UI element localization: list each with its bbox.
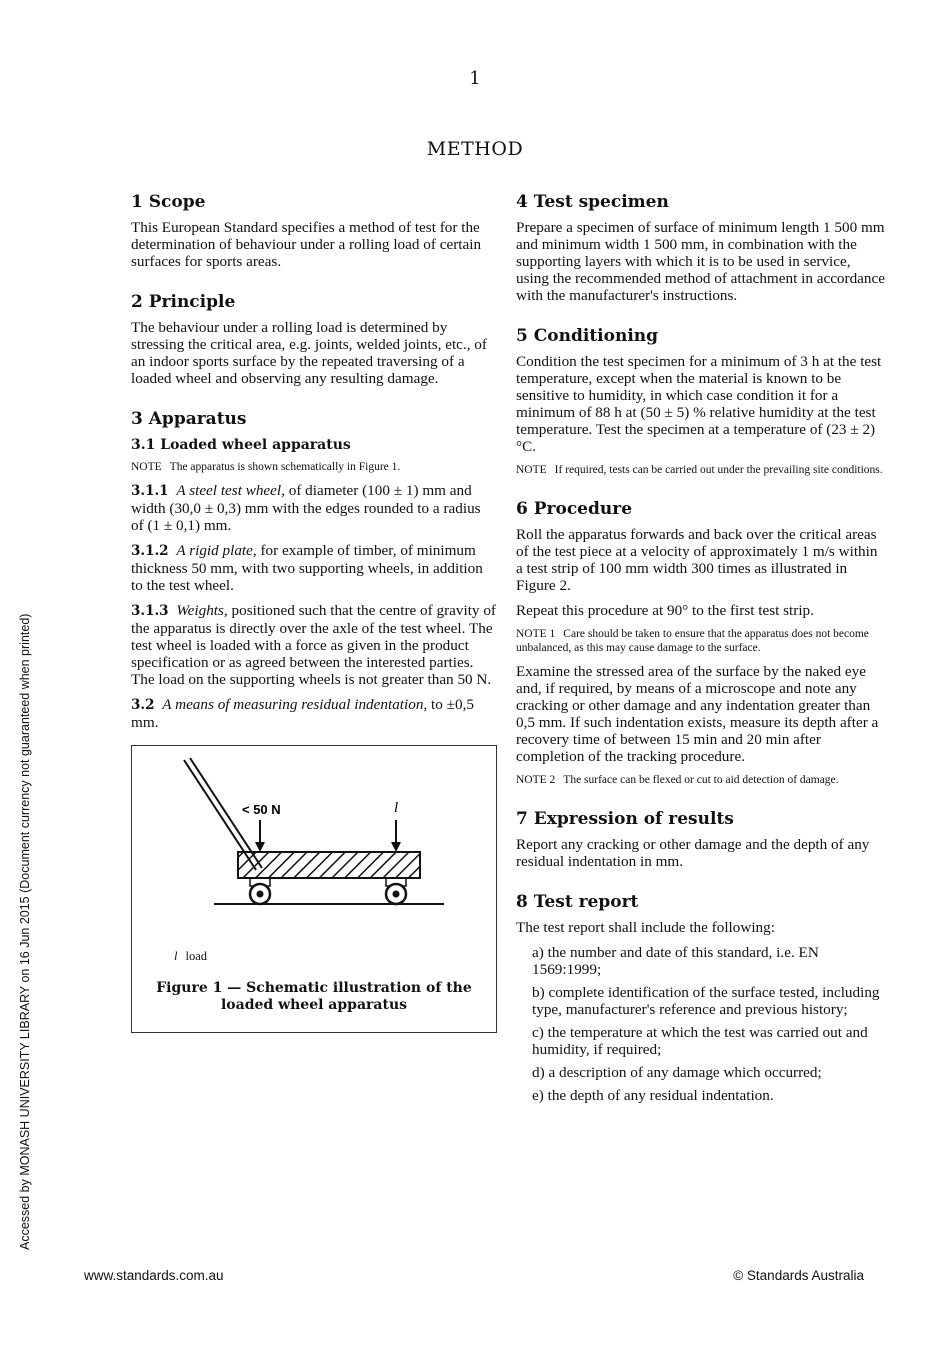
force-arrowhead	[255, 842, 265, 852]
specimen-text: Prepare a specimen of surface of minimum length 1 500 mm and minimum width 1 500 mm, in combination with the supporting layers with which it is to be used in service, using the recommended method of attachment in accordance with the manufacturer's instructions.	[516, 219, 885, 304]
clause-number: 3.1.3	[131, 603, 169, 619]
note-label: NOTE	[131, 461, 162, 473]
report-list-item: c) the temperature at which the test was carried out and humidity, if required;	[532, 1024, 868, 1058]
right-column	[516, 192, 886, 1110]
clause-3-1-3	[131, 602, 497, 688]
legend-text: load	[185, 949, 208, 963]
apparatus-heading: 3 Apparatus	[131, 409, 247, 429]
note-text: The surface can be flexed or cut to aid detection of damage.	[563, 774, 839, 786]
left-column	[131, 192, 497, 1033]
procedure-paragraph-3: Examine the stressed area of the surface by the naked eye and, if required, by means of a microscope and note any cracking or other damage and any indentation greater than 0,5 mm. If such indentation exists, measure its depth after a recovery time of between 15 min and 20 min after completion of the tracking procedure.	[516, 663, 879, 765]
procedure-section	[516, 499, 886, 787]
page-number: 1	[469, 68, 481, 89]
procedure-paragraph-2: Repeat this procedure at 90° to the first test strip.	[516, 602, 814, 619]
report-list-item: d) a description of any damage which occurred;	[532, 1064, 822, 1081]
report-heading: 8 Test report	[516, 892, 639, 912]
method-heading: METHOD	[426, 138, 524, 160]
report-intro: The test report shall include the following:	[516, 919, 775, 936]
procedure-note-1	[516, 627, 886, 655]
clause-text: to ±0,5 mm.	[131, 696, 474, 731]
conditioning-heading: 5 Conditioning	[516, 326, 659, 346]
report-section	[516, 892, 886, 1104]
clause-text: positioned such that the centre of gravity of the apparatus is directly over the axle of the test wheel. The test wheel is loaded with a force as given in the product specification or as agreed between the interested parties. The load on the supporting wheels is not greater than 50 N.	[131, 602, 496, 688]
support-wheel-hub	[393, 891, 400, 898]
conditioning-section	[516, 326, 886, 477]
clause-italic-term: Weights,	[176, 602, 228, 619]
note-label: NOTE 2	[516, 774, 556, 786]
load-arrowhead	[391, 842, 401, 852]
conditioning-text: Condition the test specimen for a minimum of 3 h at the test temperature, except when the material is known to be sensitive to humidity, in which case condition it for a minimum of 88 h at (50 ± 5) % relative humidity at the test temperature. Test the specimen at a temperature of (23 ± 2) °C.	[516, 353, 882, 455]
footer-website: www.standards.com.au	[84, 1268, 224, 1283]
scope-heading: 1 Scope	[131, 192, 206, 212]
clause-italic-term: A rigid plate,	[176, 542, 257, 559]
principle-section	[131, 292, 497, 387]
rigid-plate	[238, 852, 420, 878]
clause-3-1-1	[131, 482, 497, 534]
clause-3-2	[131, 696, 497, 731]
clause-number: 3.2	[131, 697, 155, 713]
figure-caption: Figure 1 — Schematic illustration of the loaded wheel apparatus	[156, 980, 472, 1013]
report-list-item: e) the depth of any residual indentation.	[532, 1087, 774, 1104]
report-list-item: a) the number and date of this standard, i.e. EN 1569:1999;	[532, 944, 819, 978]
load-symbol-label: l	[394, 800, 399, 816]
note-text: Care should be taken to ensure that the apparatus does not become unbalanced, as this may cause damage to the surface.	[516, 628, 869, 654]
principle-heading: 2 Principle	[131, 292, 236, 312]
clause-text: of diameter (100 ± 1) mm and width (30,0 ± 0,3) mm with the edges rounded to a radius of (1 ± 0,1) mm.	[131, 482, 481, 534]
access-watermark: Accessed by MONASH UNIVERSITY LIBRARY on 16 Jun 2015 (Document currency not guaranteed when printed)	[18, 613, 32, 1250]
expression-text: Report any cracking or other damage and the depth of any residual indentation in mm.	[516, 836, 870, 870]
principle-text: The behaviour under a rolling load is determined by stressing the critical area, e.g. joints, welded joints, etc., of an indoor sports surface by the repeated traversing of a loaded wheel and observing any resulting damage.	[131, 319, 487, 387]
apparatus-note	[131, 460, 497, 474]
scope-text: This European Standard specifies a method of test for the determination of behaviour under a rolling load of certain surfaces for sports areas.	[131, 219, 482, 270]
specimen-section	[516, 192, 886, 304]
legend-symbol: l	[174, 949, 178, 963]
specimen-heading: 4 Test specimen	[516, 192, 669, 212]
wheel-apparatus-diagram	[132, 746, 496, 946]
conditioning-note	[516, 463, 886, 477]
expression-section	[516, 809, 886, 870]
figure-legend	[174, 948, 207, 965]
expression-heading: 7 Expression of results	[516, 809, 734, 829]
note-label: NOTE	[516, 464, 547, 476]
loaded-wheel-heading: 3.1 Loaded wheel apparatus	[131, 437, 351, 453]
force-label: < 50 N	[242, 802, 281, 817]
note-label: NOTE 1	[516, 628, 556, 640]
procedure-paragraph-1: Roll the apparatus forwards and back over the critical areas of the test piece at a velocity of approximately 1 m/s within a test strip of 100 mm width 300 times as illustrated in Figure 2.	[516, 526, 878, 594]
apparatus-section	[131, 409, 497, 731]
procedure-note-2	[516, 773, 886, 787]
clause-3-1-2	[131, 542, 497, 594]
note-text: The apparatus is shown schematically in Figure 1.	[169, 461, 401, 473]
footer-copyright: © Standards Australia	[733, 1268, 864, 1283]
test-wheel-hub	[257, 891, 264, 898]
clause-italic-term: A steel test wheel,	[176, 482, 285, 499]
note-text: If required, tests can be carried out under the prevailing site conditions.	[554, 464, 883, 476]
clause-italic-term: A means of measuring residual indentation,	[162, 696, 428, 713]
scope-section	[131, 192, 497, 270]
procedure-heading: 6 Procedure	[516, 499, 633, 519]
clause-number: 3.1.1	[131, 483, 169, 499]
report-list-item: b) complete identification of the surface tested, including type, manufacturer's reference and previous history;	[532, 984, 880, 1018]
clause-text: for example of timber, of minimum thickness 50 mm, with two supporting wheels, in addition to the test wheel.	[131, 542, 483, 594]
figure-1	[131, 745, 497, 1033]
clause-number: 3.1.2	[131, 543, 169, 559]
